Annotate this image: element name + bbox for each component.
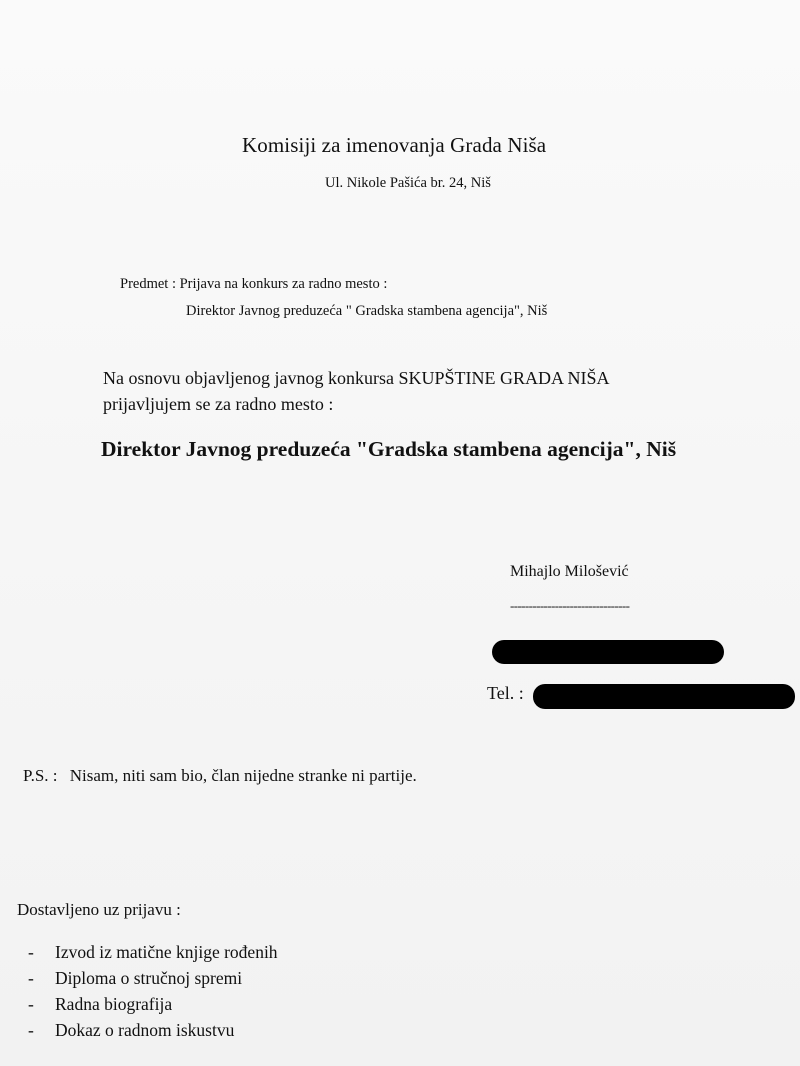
redacted-phone-bar	[533, 684, 795, 709]
recipient-address: Ul. Nikole Pašića br. 24, Niš	[325, 175, 491, 191]
phone-label: Tel. :	[487, 683, 524, 703]
postscript-tag: P.S. :	[23, 766, 58, 785]
list-item: - Diploma o stručnoj spremi	[28, 965, 278, 991]
list-item: - Dokaz o radnom iskustvu	[28, 1017, 278, 1043]
recipient-heading: Komisiji za imenovanja Grada Niša	[242, 133, 547, 157]
signer-name: Mihajlo Milošević	[510, 563, 629, 580]
signature-line: --------------------------------	[510, 598, 630, 613]
attachments-list	[28, 939, 278, 1043]
list-item: - Izvod iz matične knjige rođenih	[28, 939, 278, 965]
dash-bullet-icon: -	[28, 994, 34, 1014]
postscript	[23, 766, 417, 786]
attachments-heading: Dostavljeno uz prijavu :	[17, 900, 181, 919]
redacted-address-bar	[492, 640, 724, 664]
postscript-text: Nisam, niti sam bio, član nijedne stranke ni partije.	[69, 766, 417, 785]
subject-line: Predmet : Prijava na konkurs za radno mesto :	[120, 276, 388, 292]
dash-bullet-icon: -	[28, 968, 34, 988]
applied-position: Direktor Javnog preduzeća "Gradska stambena agencija", Niš	[101, 437, 677, 461]
list-item: - Radna biografija	[28, 991, 278, 1017]
body-text-line-2: prijavljujem se za radno mesto :	[103, 394, 334, 414]
body-text-line-1: Na osnovu objavljenog javnog konkursa SKUPŠTINE GRADA NIŠA	[103, 368, 610, 388]
dash-bullet-icon: -	[28, 942, 34, 962]
subject-position: Direktor Javnog preduzeća " Gradska stambena agencija", Niš	[186, 303, 548, 319]
dash-bullet-icon: -	[28, 1020, 34, 1040]
